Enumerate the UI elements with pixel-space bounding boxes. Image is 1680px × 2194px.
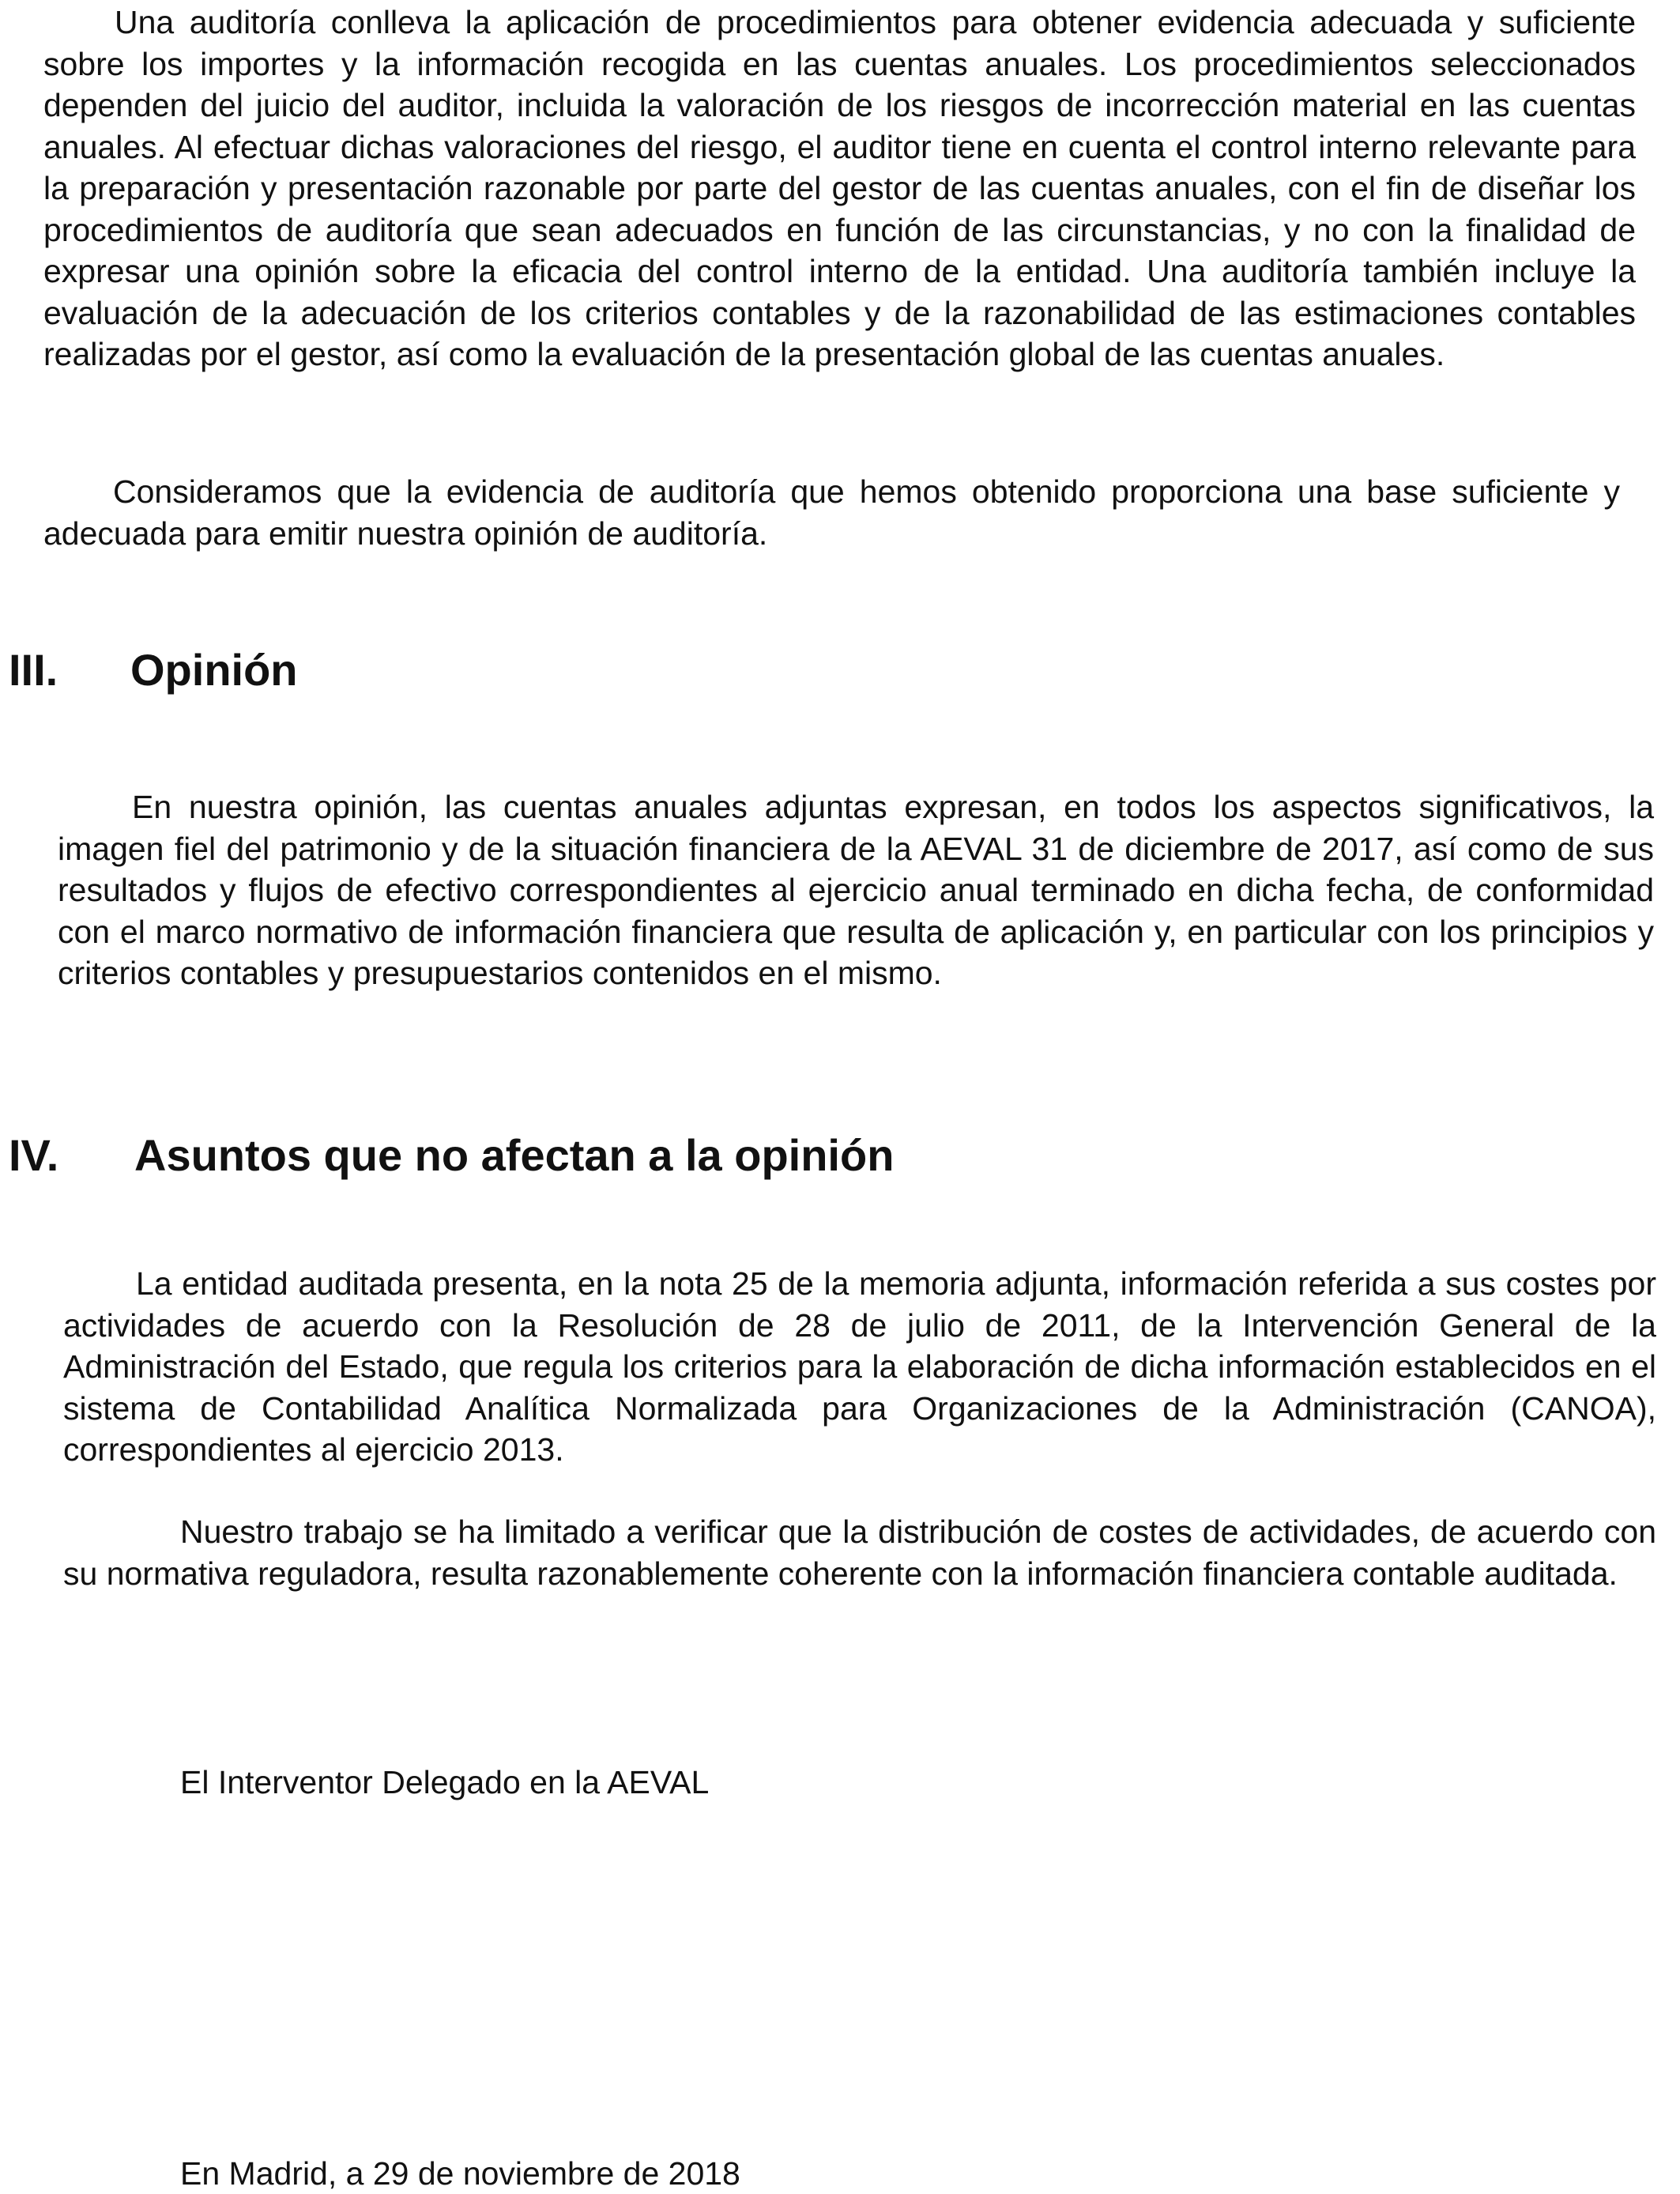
paragraph-opinion: En nuestra opinión, las cuentas anuales adjuntas expresan, en todos los aspectos significativos, la imagen fiel del patrimonio y de la situación financiera de la AEVAL 31 de diciembre de 2017, así como de sus resultados y flujos de efectivo correspondientes al ejercicio anual terminado en dicha fecha, de conformidad con el marco normativo de información financiera que resulta de aplicación y, en particular con los principios y criterios contables y presupuestarios contenidos en el mismo. (58, 789, 1654, 991)
section-number: IV. (9, 1130, 59, 1180)
place-date: En Madrid, a 29 de noviembre de 2018 (180, 2155, 740, 2192)
section-title: Opinión (130, 645, 298, 695)
section-title: Asuntos que no afectan a la opinión (134, 1130, 895, 1180)
paragraph-scope-limit: Nuestro trabajo se ha limitado a verificar que la distribución de costes de actividades, de acuerdo con su normativa reguladora, resulta razonablemente coherente con la información financiera contable auditada. (63, 1514, 1656, 1592)
section-heading-opinion (9, 645, 799, 696)
paragraph-audit-procedures: Una auditoría conlleva la aplicación de procedimientos para obtener evidencia adecuada y suficiente sobre los importes y la información recogida en las cuentas anuales. Los procedimientos seleccionados dependen del juicio del auditor, incluida la valoración de los riesgos de incorrección material en las cuentas anuales. Al efectuar dichas valoraciones del riesgo, el auditor tiene en cuenta el control interno relevante para la preparación y presentación razonable por parte del gestor de las cuentas anuales, con el fin de diseñar los procedimientos de auditoría que sean adecuados en función de las circunstancias, y no con la finalidad de expresar una opinión sobre la eficacia del control interno de la entidad. Una auditoría también incluye la evaluación de la adecuación de los criterios contables y de la razonabilidad de las estimaciones contables realizadas por el gestor, así como la evaluación de la presentación global de las cuentas anuales. (43, 4, 1636, 372)
signature-role: El Interventor Delegado en la AEVAL (180, 1764, 710, 1800)
section-heading-matters (9, 1130, 1115, 1181)
paragraph-costs-note: La entidad auditada presenta, en la nota 25 de la memoria adjunta, información referida a sus costes por actividades de acuerdo con la Resolución de 28 de julio de 2011, de la Intervención General de la Administración del Estado, que regula los criterios para la elaboración de dicha información establecidos en el sistema de Contabilidad Analítica Normalizada para Organizaciones de la Administración (CANOA), correspondientes al ejercicio 2013. (63, 1265, 1656, 1468)
paragraph-evidence: Consideramos que la evidencia de auditoría que hemos obtenido proporciona una base suficiente y adecuada para emitir nuestra opinión de auditoría. (43, 473, 1620, 552)
section-number: III. (9, 645, 58, 695)
